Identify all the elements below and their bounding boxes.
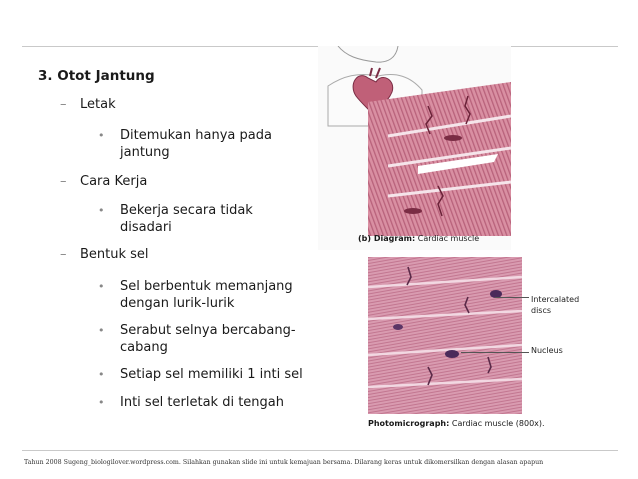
bullet-line: Serabut selnya bercabang- bbox=[120, 323, 296, 338]
cardiac-diagram-figure bbox=[318, 46, 511, 250]
bullet-line: dengan lurik-lurik bbox=[120, 296, 235, 311]
intercalated-discs-label-2: discs bbox=[531, 306, 552, 315]
dash-icon: – bbox=[60, 174, 67, 189]
intercalated-discs-label: Intercalated bbox=[531, 295, 580, 304]
dash-icon: – bbox=[60, 247, 67, 262]
section-label: Cara Kerja bbox=[80, 174, 148, 189]
diagram-caption-text: Cardiac muscle bbox=[415, 234, 480, 243]
bullet-icon: • bbox=[98, 129, 105, 142]
bullet-icon: • bbox=[98, 204, 105, 217]
section-label: Letak bbox=[80, 97, 116, 112]
bullet-line: Inti sel terletak di tengah bbox=[120, 395, 284, 410]
diagram-caption bbox=[358, 234, 479, 243]
intercalated-discs-leader bbox=[495, 297, 529, 298]
dash-icon: – bbox=[60, 97, 67, 112]
bullet-line: disadari bbox=[120, 220, 172, 235]
bullet-icon: • bbox=[98, 368, 105, 381]
section-label: Bentuk sel bbox=[80, 247, 149, 262]
cardiac-diagram-illustration bbox=[318, 46, 511, 250]
bullet-icon: • bbox=[98, 396, 105, 409]
photomicrograph-caption-text: Cardiac muscle (800x). bbox=[449, 419, 545, 428]
bullet-line: Sel berbentuk memanjang bbox=[120, 279, 293, 294]
bullet-line: Ditemukan hanya pada bbox=[120, 128, 272, 143]
slide-heading: 3. Otot Jantung bbox=[38, 68, 155, 84]
bullet-icon: • bbox=[98, 324, 105, 337]
photomicrograph-caption-bold: Photomicrograph: bbox=[368, 419, 450, 428]
photomicrograph-caption bbox=[368, 419, 545, 428]
nucleus-label: Nucleus bbox=[531, 346, 563, 355]
diagram-caption-bold: (b) Diagram: bbox=[358, 234, 416, 243]
bottom-divider bbox=[22, 450, 618, 451]
photomicrograph-figure bbox=[368, 257, 522, 414]
bullet-icon: • bbox=[98, 280, 105, 293]
bullet-line: Bekerja secara tidak bbox=[120, 203, 253, 218]
photomicrograph-image bbox=[368, 257, 522, 414]
footer-text: Tahun 2008 Sugeng_biologilover.wordpress.com. Silahkan gunakan slide ini untuk kemajuan bersama. Dilarang keras untuk dikomersilkan dengan alasan apapun bbox=[24, 459, 544, 466]
bullet-line: jantung bbox=[120, 145, 170, 160]
bullet-line: cabang bbox=[120, 340, 168, 355]
bullet-line: Setiap sel memiliki 1 inti sel bbox=[120, 367, 303, 382]
nucleus-leader bbox=[461, 352, 529, 353]
